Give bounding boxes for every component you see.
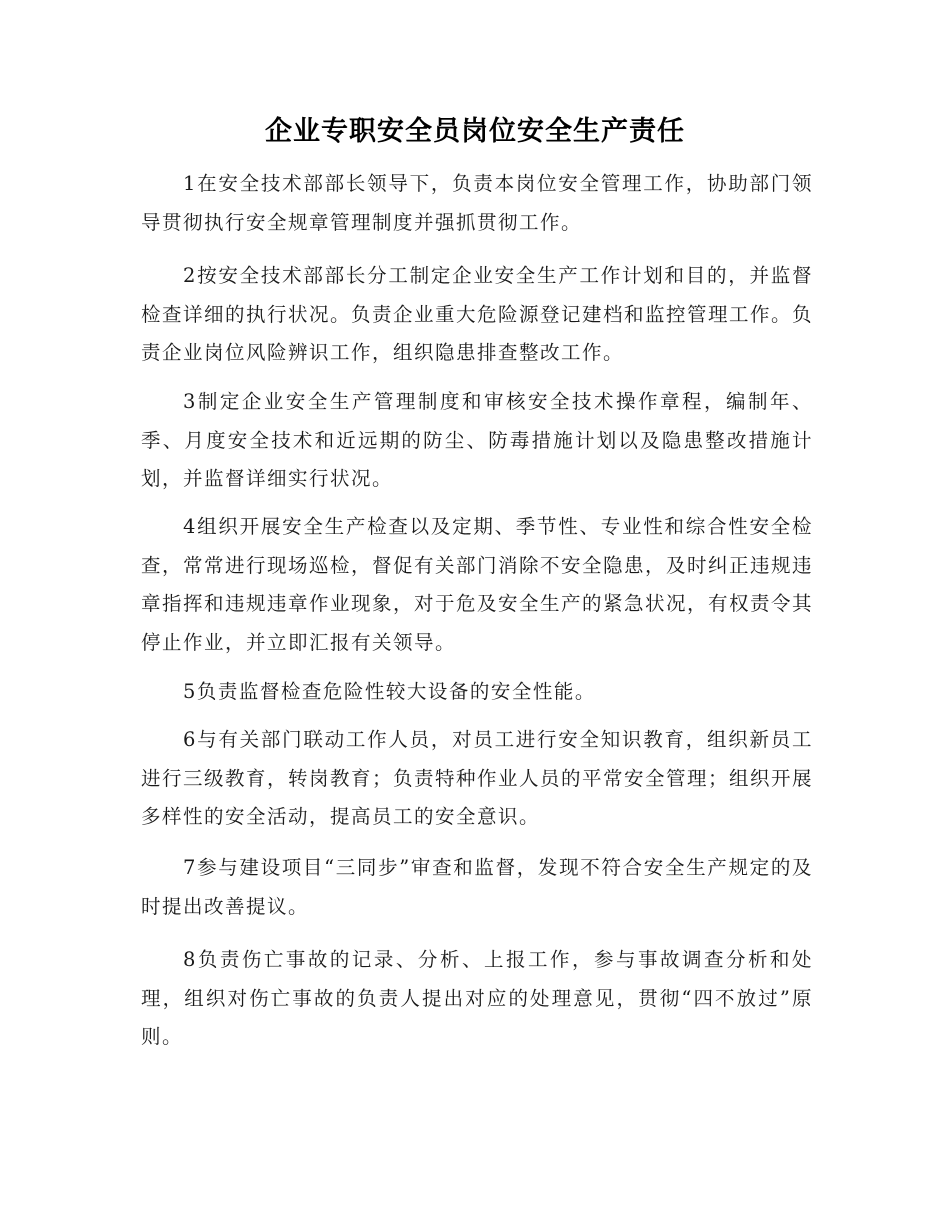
paragraph-3: 3制定企业安全生产管理制度和审核安全技术操作章程，编制年、季、月度安全技术和近远期的防尘、防毒措施计划以及隐患整改措施计划，并监督详细实行状况。: [141, 390, 813, 490]
paragraph-7: 7参与建设项目“三同步”审查和监督，发现不符合安全生产规定的及时提出改善提议。: [141, 856, 813, 918]
paragraph-6: 6与有关部门联动工作人员，对员工进行安全知识教育，组织新员工进行三级教育，转岗教育；负责特种作业人员的平常安全管理；组织开展多样性的安全活动，提高员工的安全意识。: [141, 728, 814, 828]
paragraph-4: 4组织开展安全生产检查以及定期、季节性、专业性和综合性安全检查，常常进行现场巡检，督促有关部门消除不安全隐患，及时纠正违规违章指挥和违规违章作业现象，对于危及安全生产的紧急状况，有权责令其停止作业，并立即汇报有关领导。: [141, 515, 814, 654]
paragraph-8: 8负责伤亡事故的记录、分析、上报工作，参与事故调查分析和处理，组织对伤亡事故的负责人提出对应的处理意见，贯彻“四不放过”原则。: [141, 948, 813, 1048]
document-title: 企业专职安全员岗位安全生产责任: [265, 116, 685, 147]
paragraph-2: 2按安全技术部部长分工制定企业安全生产工作计划和目的，并监督检查详细的执行状况。负责企业重大危险源登记建档和监控管理工作。负责企业岗位风险辨识工作，组织隐患排查整改工作。: [141, 264, 814, 364]
paragraph-5: 5负责监督检查危险性较大设备的安全性能。: [183, 680, 596, 703]
paragraph-1: 1在安全技术部部长领导下，负责本岗位安全管理工作，协助部门领导贯彻执行安全规章管理制度并强抓贯彻工作。: [141, 172, 813, 234]
